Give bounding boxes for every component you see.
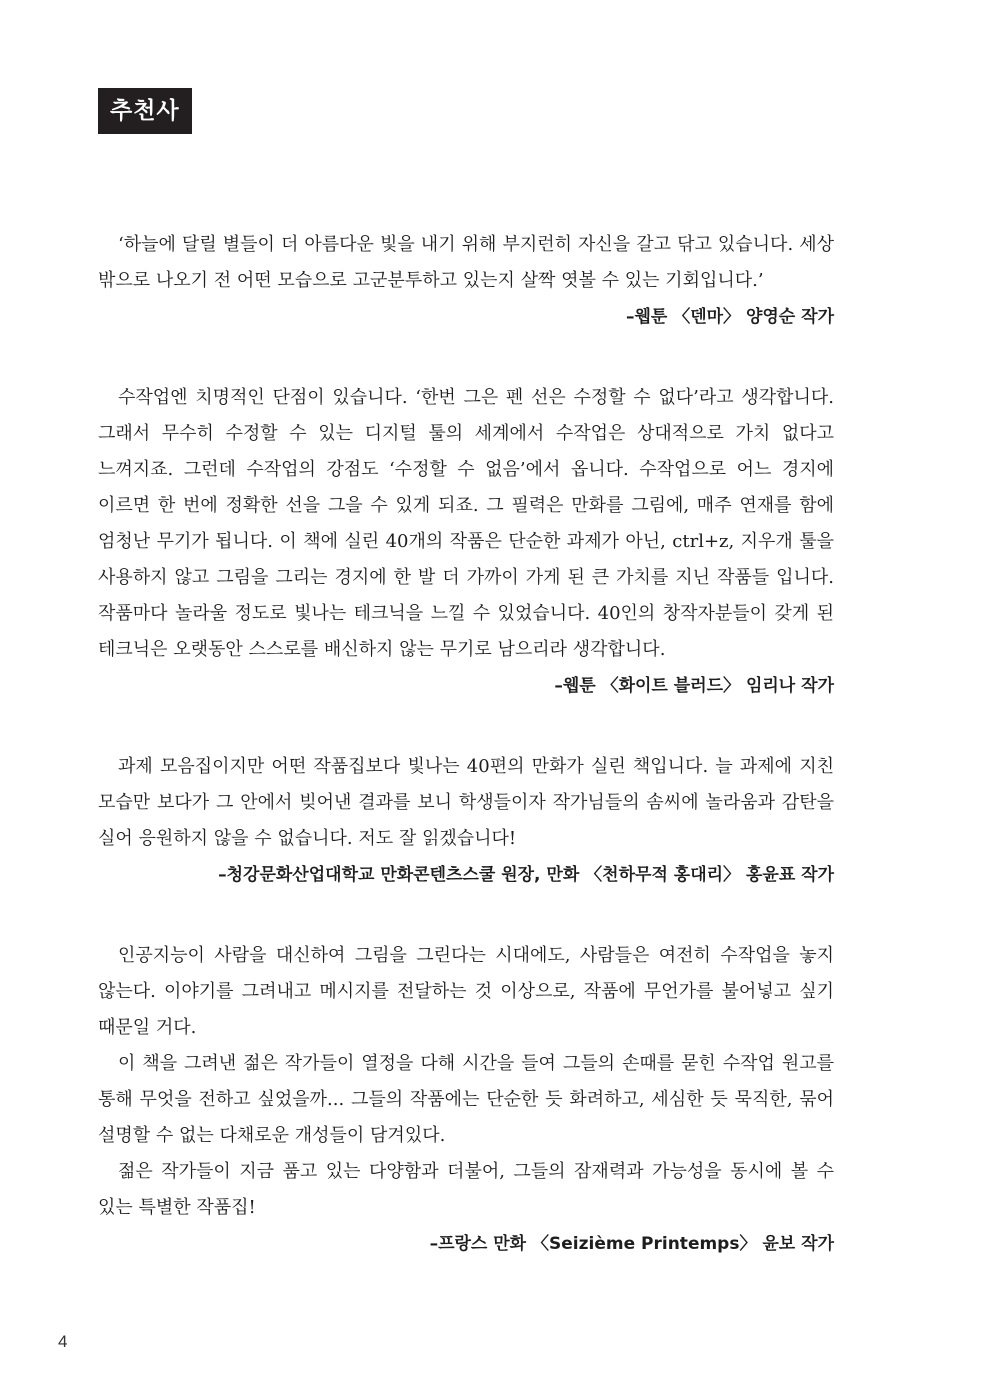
recommendation-1 <box>98 227 834 335</box>
recommendation-signature: –웹툰 〈화이트 블러드〉 임리나 작가 <box>554 676 834 696</box>
recommendation-3 <box>98 749 834 893</box>
recommendation-2 <box>98 380 834 704</box>
recommendation-signature: –청강문화산업대학교 만화콘텐츠스쿨 원장, 만화 〈천하무적 홍대리〉 홍윤표 작가 <box>218 865 834 885</box>
recommendation-4 <box>98 938 834 1262</box>
page-number: 4 <box>58 1332 68 1351</box>
recommendation-paragraph: 젊은 작가들이 지금 품고 있는 다양함과 더불어, 그들의 잠재력과 가능성을 동시에 볼 수 있는 특별한 작품집! <box>98 1161 834 1218</box>
section-gap <box>98 893 834 938</box>
recommendations-body <box>98 227 834 1262</box>
recommendation-paragraph: 인공지능이 사람을 대신하여 그림을 그린다는 시대에도, 사람들은 여전히 수작업을 놓지 않는다. 이야기를 그려내고 메시지를 전달하는 것 이상으로, 작품에 무언가를 불어넣고 싶기 때문일 거다. <box>98 945 834 1038</box>
page-heading: 추천사 <box>98 88 192 134</box>
recommendation-paragraph: 이 책을 그려낸 젊은 작가들이 열정을 다해 시간을 들여 그들의 손때를 묻힌 수작업 원고를 통해 무엇을 전하고 싶었을까... 그들의 작품에는 단순한 듯 화려하고, 세심한 듯 묵직한, 묶어 설명할 수 없는 다채로운 개성들이 담겨있다. <box>98 1053 834 1146</box>
recommendation-signature: –프랑스 만화 〈Seizième Printemps〉 윤보 작가 <box>429 1234 834 1254</box>
section-gap <box>98 335 834 380</box>
section-gap <box>98 704 834 749</box>
recommendation-signature: –웹툰 〈덴마〉 양영순 작가 <box>625 307 834 327</box>
recommendation-paragraph: 수작업엔 치명적인 단점이 있습니다. ‘한번 그은 펜 선은 수정할 수 없다’라고 생각합니다. 그래서 무수히 수정할 수 있는 디지털 툴의 세계에서 수작업은 상대적으로 가치 없다고 느껴지죠. 그런데 수작업의 강점도 ‘수정할 수 없음’에서 옵니다. 수작업으로 어느 경지에 이르면 한 번에 정확한 선을 그을 수 있게 되죠. 그 필력은 만화를 그림에, 매주 연재를 함에 엄청난 무기가 됩니다. 이 책에 실린 40개의 작품은 단순한 과제가 아닌, ctrl+z, 지우개 툴을 사용하지 않고 그림을 그리는 경지에 한 발 더 가까이 가게 된 큰 가치를 지닌 작품들 입니다. 작품마다 놀라울 정도로 빛나는 테크닉을 느낄 수 있었습니다. 40인의 창작자분들이 갖게 된 테크닉은 오랫동안 스스로를 배신하지 않는 무기로 남으리라 생각합니다. <box>98 387 834 660</box>
recommendation-paragraph: ‘하늘에 달릴 별들이 더 아름다운 빛을 내기 위해 부지런히 자신을 갈고 닦고 있습니다. 세상 밖으로 나오기 전 어떤 모습으로 고군분투하고 있는지 살짝 엿볼 수 있는 기회입니다.’ <box>98 234 834 291</box>
recommendation-paragraph: 과제 모음집이지만 어떤 작품집보다 빛나는 40편의 만화가 실린 책입니다. 늘 과제에 지친 모습만 보다가 그 안에서 빚어낸 결과를 보니 학생들이자 작가님들의 솜씨에 놀라움과 감탄을 실어 응원하지 않을 수 없습니다. 저도 잘 읽겠습니다! <box>98 756 834 849</box>
